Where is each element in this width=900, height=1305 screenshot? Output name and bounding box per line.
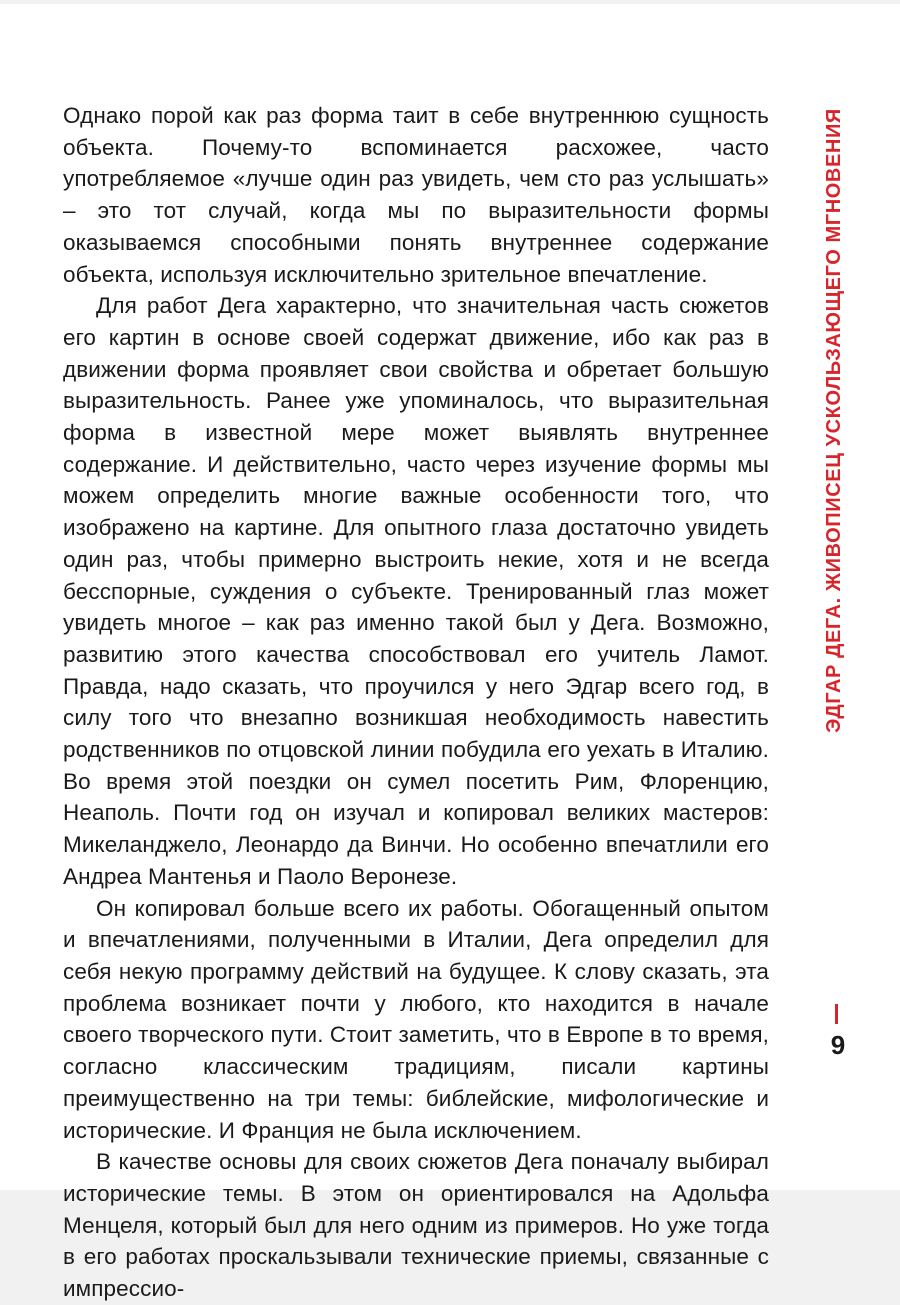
running-head — [814, 100, 854, 740]
book-page — [0, 4, 900, 1302]
page-number: 9 — [830, 1030, 846, 1060]
body-text — [63, 100, 769, 1305]
page-number-marker — [835, 1004, 838, 1024]
paragraph-1: Однако порой как раз форма таит в себе внутреннюю сущность объекта. Почему-то вспоминается расхожее, часто употребляемое «лучше один раз увидеть, чем сто раз услышать» – это тот случай, когда мы по выразительности формы оказываемся способными понять внутреннее содержание объекта, используя исключительно зрительное впечатление. — [63, 103, 769, 287]
running-head-text: ЭДГАР ДЕГА. ЖИВОПИСЕЦ УСКОЛЬЗАЮЩЕГО МГНОВЕНИЯ — [822, 107, 845, 733]
paragraph-4: В качестве основы для своих сюжетов Дега поначалу выбирал исторические темы. В этом он ориентировался на Адольфа Менцеля, который был для него одним из примеров. Но уже тогда в его работах проскальзывали технические приемы, связанные с импрессио- — [63, 1149, 769, 1302]
paragraph-2: Для работ Дега характерно, что значительная часть сюжетов его картин в основе своей содержат движение, ибо как раз в движении форма проявляет свои свойства и обретает большую выразительность. Ранее уже упоминалось, что выразительная форма в известной мере может выявлять внутреннее содержание. И действительно, часто через изучение формы мы можем определить многие важные особенности того, что изображено на картине. Для опытного глаза достаточно увидеть один раз, чтобы примерно выстроить некие, хотя и не всегда бесспорные, суждения о субъекте. Тренированный глаз может увидеть многое – как раз именно такой был у Дега. Возможно, развитию этого качества способствовал его учитель Ламот. Правда, надо сказать, что проучился у него Эдгар всего год, в силу того что внезапно возникшая необходимость навестить родственников по отцовской линии побудила его уехать в Италию. Во время этой поездки он сумел посетить Рим, Флоренцию, Неаполь. Почти год он изучал и копировал великих мастеров: Микеланджело, Леонардо да Винчи. Но особенно впечатлили его Андреа Мантенья и Паоло Веронезе. — [63, 293, 769, 889]
paragraph-3: Он копировал больше всего их работы. Обогащенный опытом и впечатлениями, полученными в Италии, Дега определил для себя некую программу действий на будущее. К слову сказать, эта проблема возникает почти у любого, кто находится в начале своего творческого пути. Стоит заметить, что в Европе в то время, согласно классическим традициям, писали картины преимущественно на три темы: библейские, мифологические и исторические. И Франция не была исключением. — [63, 895, 769, 1143]
